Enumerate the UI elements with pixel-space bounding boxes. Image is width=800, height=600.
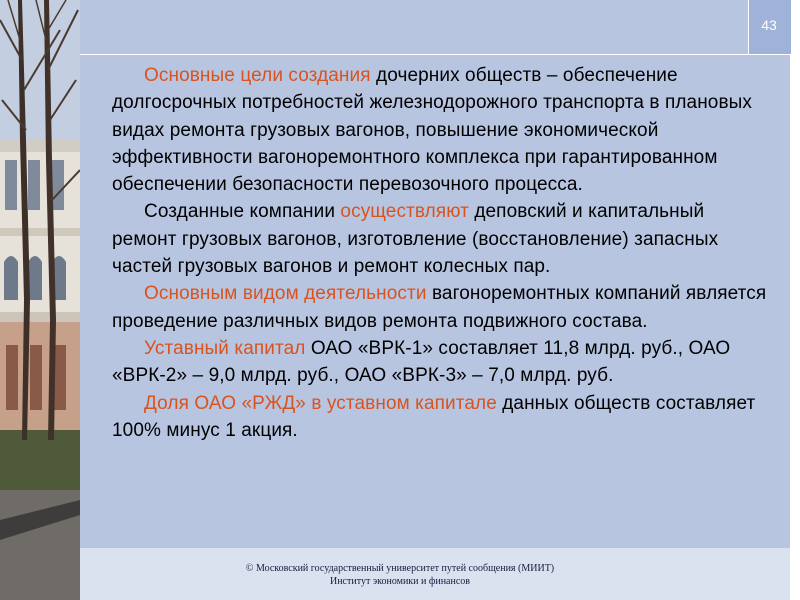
paragraph-activity <box>112 280 772 335</box>
text-capital: ОАО «ВРК-1» составляет 11,8 млрд. руб., ОАО «ВРК-2» – 9,0 млрд. руб., ОАО «ВРК-3» – 7,0 млрд. руб. <box>112 337 731 387</box>
paragraph-share <box>112 390 772 445</box>
text-companies: деповский и капитальный ремонт грузовых вагонов, изготовление (восстановление) запасных частей грузовых вагонов и ремонт колесных пар. <box>112 201 719 278</box>
text-share: данных обществ составляет 100% минус 1 акция. <box>112 392 756 441</box>
slide-body <box>112 62 772 444</box>
text-activity: вагоноремонтных компаний является проведение различных видов ремонта подвижного состава. <box>112 283 767 332</box>
paragraph-capital <box>112 335 772 390</box>
header-divider <box>80 54 748 55</box>
highlight-companies: осуществляют <box>340 201 469 223</box>
paragraph-companies <box>112 198 772 280</box>
slide-number: 43 <box>761 17 777 33</box>
footer-line-university: © Московский государственный университет путей сообщения (МИИТ) <box>245 563 555 574</box>
paragraph-goals <box>112 62 772 198</box>
building-photo <box>0 0 80 600</box>
text-companies-before: Созданные компании <box>144 201 341 223</box>
highlight-goals: Основные цели создания <box>144 65 371 86</box>
highlight-capital: Уставный капитал <box>144 337 306 359</box>
text-goals: дочерних обществ – обеспечение долгосрочных потребностей железнодорожного транспорта в плановых видах ремонта грузовых вагонов, повышение экономической эффективности вагоноремонтного комплекса при гарантированном обеспечении безопасности перевозочного процесса. <box>112 65 753 196</box>
right-margin <box>790 0 800 600</box>
highlight-activity: Основным видом деятельности <box>144 283 427 305</box>
footer-credits <box>200 562 600 588</box>
highlight-share: Доля ОАО «РЖД» в уставном капитале <box>144 392 497 414</box>
footer-line-institute: Институт экономики и финансов <box>329 576 471 587</box>
